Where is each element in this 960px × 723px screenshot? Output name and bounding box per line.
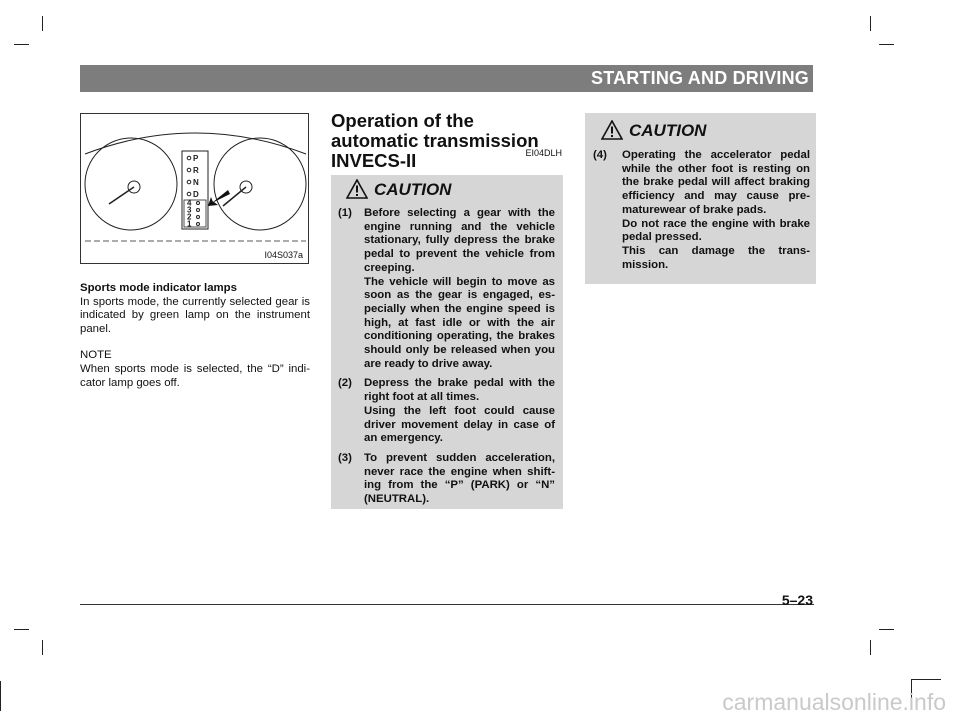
- caution-header: [338, 175, 555, 205]
- warning-triangle-icon: [601, 120, 623, 140]
- selector-letter: P: [193, 154, 199, 163]
- caution-title: CAUTION: [374, 180, 452, 199]
- item-text: Do not race the engine with brake pedal pressed.: [622, 217, 810, 244]
- watermark: carmanualsonline.info: [722, 689, 946, 715]
- item-number: (3): [338, 451, 352, 464]
- selector-number: 1: [187, 219, 192, 229]
- caution-item: [593, 149, 810, 272]
- caution-item: [338, 452, 555, 507]
- instrument-cluster-illustration: [81, 114, 309, 264]
- item-text: Depress the brake pedal with the right foot at all times.: [364, 377, 555, 404]
- selector-letter: N: [193, 178, 199, 187]
- crop-mark: [911, 679, 941, 680]
- crop-mark: [42, 640, 43, 655]
- instrument-panel-figure: [80, 113, 309, 264]
- crop-mark: [0, 681, 1, 711]
- item-number: (2): [338, 377, 352, 390]
- item-text: Before selecting a gear with the engine running and the vehicle stationary, fully depress the brake pedal to prevent the vehicle from creeping.: [364, 207, 555, 274]
- item-number: (1): [338, 207, 352, 219]
- item-text: Using the left foot could cause driver movement delay in case of an emergency.: [364, 404, 555, 445]
- warning-triangle-icon: [346, 179, 368, 199]
- crop-mark: [14, 629, 29, 630]
- section-header: [80, 65, 813, 92]
- caution-header: [593, 113, 810, 146]
- item-text: To prevent sudden acceleration, never race the engine when shift-ing from the “P” (PARK) or “N” (NEUTRAL).: [364, 451, 555, 506]
- section-code: EI04DLH: [525, 148, 562, 158]
- selector-number: 2: [187, 212, 192, 222]
- caution-box: [585, 113, 816, 284]
- item-text: Operating the accelerator pedal while the other foot is resting on the brake pedal will affect braking efficiency and may cause pre-maturewear of brake pads.: [622, 149, 810, 216]
- footer-rule: [80, 604, 814, 605]
- item-text: This can damage the trans-mission.: [622, 244, 810, 271]
- caution-title: CAUTION: [629, 121, 707, 140]
- item-number: (4): [593, 149, 607, 161]
- subheading: Sports mode indicator lamps: [80, 282, 237, 294]
- body-text: In sports mode, the currently selected gear is indicated by green lamp on the instrument panel.: [80, 295, 310, 335]
- crop-mark: [14, 44, 29, 45]
- figure-code: I04S037a: [264, 250, 303, 260]
- note-label: NOTE: [80, 349, 112, 362]
- caution-item: [338, 207, 555, 371]
- crop-mark: [870, 640, 871, 655]
- item-text: The vehicle will begin to move as soon as the gear is engaged, es-pecially when the engine speed is high, at fast idle or with the air conditioning operating, the brakes should only be released when you are ready to drive away.: [364, 275, 555, 370]
- page-number: 5–23: [781, 592, 813, 608]
- left-column: [80, 282, 310, 390]
- selector-letter: D: [193, 190, 199, 199]
- selector-letter: R: [193, 166, 199, 175]
- section-title: STARTING AND DRIVING: [591, 68, 809, 88]
- note-text: When sports mode is selected, the “D” indi-cator lamp goes off.: [80, 362, 310, 389]
- selector-number: 3: [187, 205, 192, 215]
- caution-box: [331, 175, 563, 509]
- caution-item: [338, 377, 555, 446]
- crop-mark: [879, 629, 894, 630]
- crop-mark: [42, 16, 43, 31]
- page-title: Operation of the automatic transmission INVECS-II: [331, 110, 539, 171]
- crop-mark: [879, 44, 894, 45]
- crop-mark: [870, 16, 871, 31]
- selector-number: 4: [187, 198, 192, 208]
